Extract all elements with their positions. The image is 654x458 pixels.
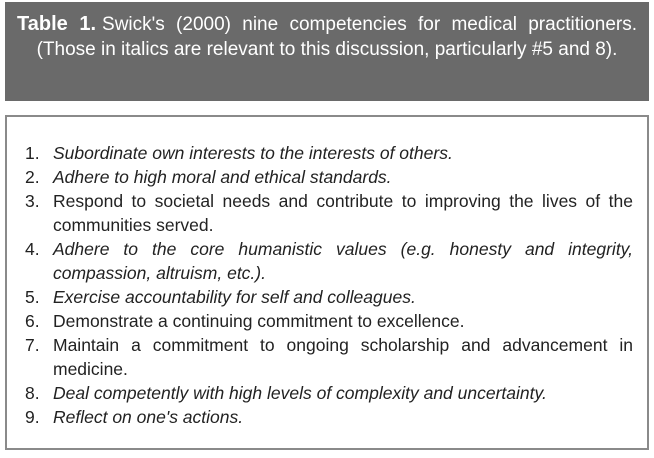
list-item — [25, 381, 633, 405]
list-item — [25, 165, 633, 189]
table-label: Table 1. — [17, 13, 97, 35]
list-item — [25, 189, 633, 237]
item-text: Respond to societal needs and contribute to improving the lives of the communities served. — [53, 191, 633, 235]
item-text: Adhere to the core humanistic values (e.g. honesty and integrity, compassion, altruism, etc.). — [53, 239, 633, 283]
item-text: Reflect on one's actions. — [53, 407, 244, 427]
item-number: 2. — [25, 167, 40, 187]
item-text: Maintain a commitment to ongoing scholarship and advancement in medicine. — [53, 335, 633, 379]
item-text: Adhere to high moral and ethical standards. — [53, 167, 392, 187]
list-item — [25, 309, 633, 333]
item-text: Exercise accountability for self and colleagues. — [53, 287, 416, 307]
item-number: 9. — [25, 407, 40, 427]
competencies-panel — [5, 115, 649, 450]
item-number: 3. — [25, 191, 40, 211]
item-number: 7. — [25, 335, 40, 355]
item-number: 6. — [25, 311, 40, 331]
list-item — [25, 405, 633, 429]
item-text: Demonstrate a continuing commitment to excellence. — [53, 311, 465, 331]
item-number: 5. — [25, 287, 40, 307]
list-item — [25, 141, 633, 165]
item-text: Deal competently with high levels of complexity and uncertainty. — [53, 383, 547, 403]
caption-text: Swick's (2000) nine competencies for medical practitioners. (Those in italics are relevant to this discussion, particularly #5 and 8). — [36, 14, 637, 60]
list-item — [25, 285, 633, 309]
list-item — [25, 237, 633, 285]
item-number: 1. — [25, 143, 40, 163]
item-text: Subordinate own interests to the interests of others. — [53, 143, 453, 163]
table-caption — [5, 2, 649, 101]
competency-list — [25, 141, 633, 429]
list-item — [25, 333, 633, 381]
item-number: 4. — [25, 239, 40, 259]
item-number: 8. — [25, 383, 40, 403]
